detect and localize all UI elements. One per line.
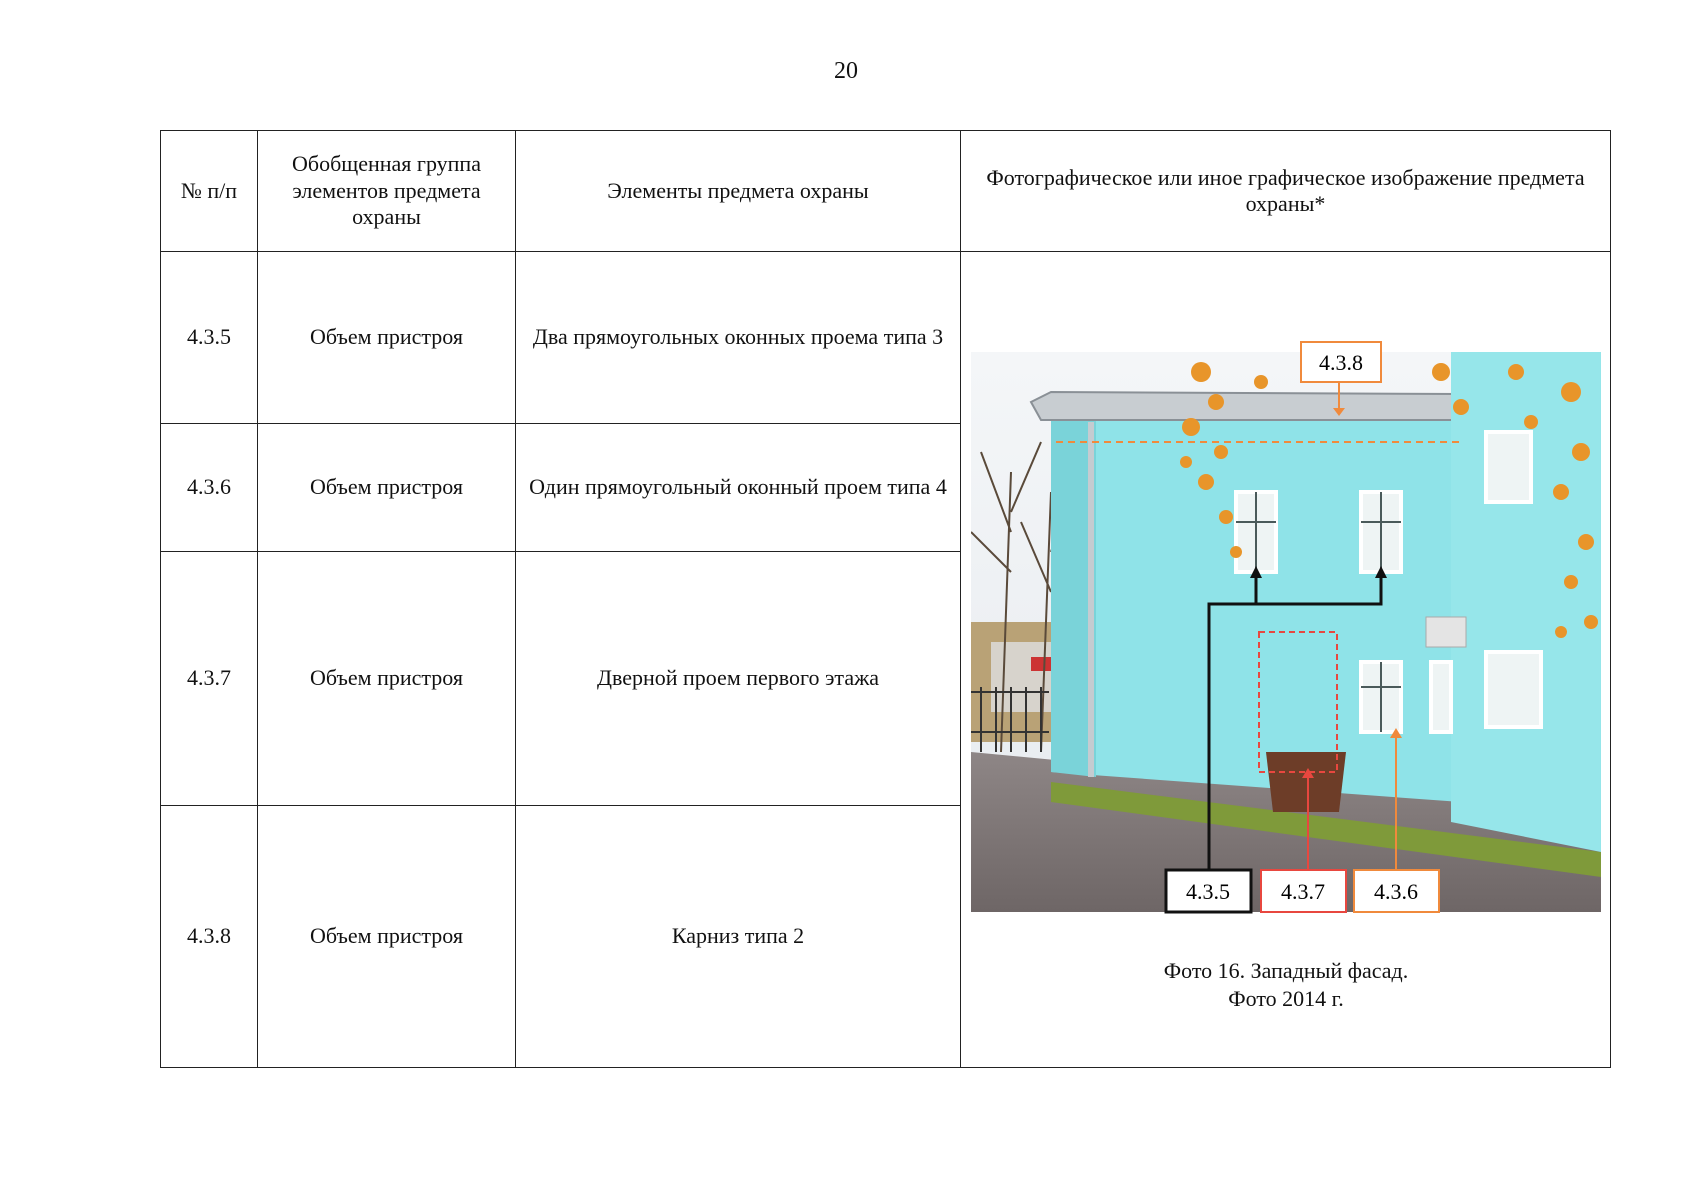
page-number: 20: [834, 58, 858, 84]
label-orange: 4.3.6: [1374, 879, 1418, 904]
annex-roof: [1031, 392, 1461, 420]
row-group: Объем пристроя: [258, 252, 516, 424]
header-image: Фотографическое или иное графическое изображение предмета охраны*: [961, 131, 1611, 252]
facade-photo: [971, 332, 1601, 932]
row-element: Два прямоугольных оконных проема типа 3: [516, 252, 961, 424]
annex-facade: [1051, 412, 1461, 802]
table-row: [161, 252, 1611, 424]
trash-container: [1266, 752, 1346, 812]
row-number: 4.3.5: [161, 252, 258, 424]
protection-table: [160, 130, 1611, 1068]
header-group: Обобщенная группа элементов предмета охраны: [258, 131, 516, 252]
header-elements: Элементы предмета охраны: [516, 131, 961, 252]
table-header-row: [161, 131, 1611, 252]
photo-caption: [961, 957, 1611, 1012]
caption-line-2: Фото 2014 г.: [1228, 985, 1344, 1011]
main-building: [1451, 352, 1601, 852]
row-element: Дверной проем первого этажа: [516, 552, 961, 806]
row-element: Карниз типа 2: [516, 806, 961, 1068]
row-element: Один прямоугольный оконный проем типа 4: [516, 424, 961, 552]
row-group: Объем пристроя: [258, 424, 516, 552]
row-number: 4.3.8: [161, 806, 258, 1068]
facade-photo-illustration: [971, 332, 1601, 932]
row-group: Объем пристроя: [258, 806, 516, 1068]
label-red: 4.3.7: [1281, 879, 1325, 904]
ac-unit: [1426, 617, 1466, 647]
caption-line-1: Фото 16. Западный фасад.: [1163, 958, 1409, 983]
row-number: 4.3.6: [161, 424, 258, 552]
label-black: 4.3.5: [1186, 879, 1230, 904]
label-top: 4.3.8: [1319, 350, 1363, 375]
header-number: № п/п: [161, 131, 258, 252]
photo-cell: [961, 252, 1611, 1068]
row-group: Объем пристроя: [258, 552, 516, 806]
background-sign: [1031, 657, 1053, 671]
row-number: 4.3.7: [161, 552, 258, 806]
